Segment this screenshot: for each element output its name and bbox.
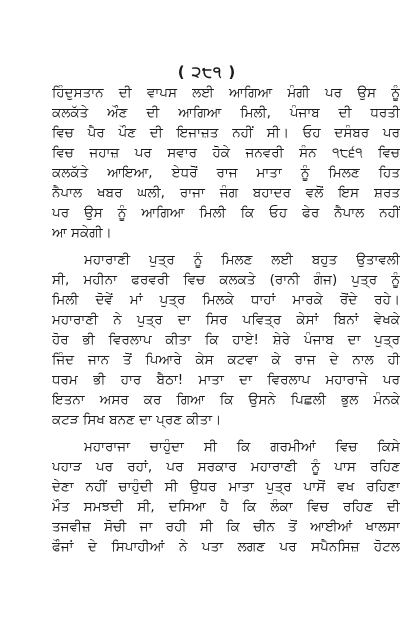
text-line: ਦੇਣਾ ਨਹੀਂ ਚਾਹੁੰਦੀ ਸੀ ਉਧਰ ਮਾਤਾ ਪੁਤ੍ਰ ਪਾਸੋਂ ਵਖ ਰਹਿਣਾ — [52, 479, 400, 495]
text-line: ਧਰਮ ਭੀ ਹਾਰ ਬੈਠਾ! ਮਾਤਾ ਦਾ ਵਿਰਲਾਪ ਮਹਾਰਾਜੇ ਪਰ — [52, 372, 400, 388]
text-line: ਇਤਨਾ ਅਸਰ ਕਰ ਗਿਆ ਕਿ ਉਸਨੇ ਪਿਛਲੀ ਭੁਲ ਮੰਨਕੇ — [52, 392, 400, 408]
text-line: ਫੌਜਾਂ ਦੇ ਸਿਪਾਹੀਆਂ ਨੇ ਪਤਾ ਲਗਣ ਪਰ ਸਪੈਨਸਿਜ਼ ਹੋਟਲ — [52, 539, 400, 555]
text-line: ਹੋਰ ਭੀ ਵਿਰਲਾਪ ਕੀਤਾ ਕਿ ਹਾਏ! ਸ਼ੇਰੇ ਪੰਜਾਬ ਦਾ ਪੁਤ੍ਰ — [52, 332, 400, 348]
text-line: ਜਿੰਦ ਜਾਨ ਤੋਂ ਪਿਆਰੇ ਕੇਸ ਕਟਵਾ ਕੇ ਰਾਜ ਦੇ ਨਾਲ ਹੀ — [52, 352, 400, 368]
body-text — [0, 83, 414, 640]
text-line: ਮਿਲੀ ਦੋਵੇਂ ਮਾਂ ਪੁਤ੍ਰ ਮਿਲਕੇ ਧਾਹਾਂ ਮਾਰਕੇ ਰੋਂਦੇ ਰਹੇ। — [52, 292, 400, 308]
text-line: ਮਹਾਰਾਣੀ ਨੇ ਪੁਤ੍ਰ ਦਾ ਸਿਰ ਪਵਿਤ੍ਰ ਕੇਸਾਂ ਬਿਨਾਂ ਵੇਖਕੇ — [52, 312, 400, 328]
text-line: ਮਹਾਰਾਜਾ ਚਾਹੁੰਦਾ ਸੀ ਕਿ ਗਰਮੀਆਂ ਵਿਚ ਕਿਸੇ — [84, 439, 400, 455]
text-line: ਕਟੜ ਸਿਖ ਬਨਣ ਦਾ ਪ੍ਰਣ ਕੀਤਾ। — [52, 412, 222, 428]
text-line: ਵਿਚ ਪੈਰ ਪੌਣ ਦੀ ਇਜਾਜ਼ਤ ਨਹੀਂ ਸੀ। ਓਹ ਦਸੰਬਰ ਪਰ — [52, 125, 400, 141]
text-line: ਕਲਕੱਤੇ ਔਣ ਦੀ ਆਗਿਆ ਮਿਲੀ, ਪੰਜਾਬ ਦੀ ਧਰਤੀ — [52, 105, 400, 121]
text-line: ਪਹਾੜ ਪਰ ਰਹਾਂ, ਪਰ ਸਰਕਾਰ ਮਹਾਰਾਣੀ ਨੂੰ ਪਾਸ ਰਹਿਣ — [52, 459, 400, 475]
text-line: ਆ ਸਕੇਗੀ। — [52, 225, 112, 241]
text-line: ਨੈਪਾਲ ਖਬਰ ਘਲੀ, ਰਾਜਾ ਜੰਗ ਬਹਾਦਰ ਵਲੋਂ ਇਸ ਸ਼ਰਤ — [52, 185, 400, 201]
text-line: ਵਿਚ ਜਹਾਜ਼ ਪਰ ਸਵਾਰ ਹੋਕੇ ਜਨਵਰੀ ਸੰਨ ੧੮੬੧ ਵਿਚ — [52, 145, 400, 161]
text-line: ਸੀ, ਮਹੀਨਾ ਫਰਵਰੀ ਵਿਚ ਕਲਕਤੇ (ਰਾਨੀ ਗੰਜ) ਪੁਤ੍ਰ ਨੂੰ — [52, 272, 400, 288]
text-line: ਹਿੰਦੁਸਤਾਨ ਦੀ ਵਾਪਸ ਲਈ ਆਗਿਆ ਮੰਗੀ ਪਰ ਉਸ ਨੂੰ — [52, 85, 400, 101]
text-line: ਮੌਤ ਸਮਝਦੀ ਸੀ, ਦਸਿਆ ਹੈ ਕਿ ਲੰਕਾ ਵਿਚ ਰਹਿਣ ਦੀ — [52, 499, 400, 515]
text-line: ਤਜਵੀਜ਼ ਸੋਚੀ ਜਾ ਰਹੀ ਸੀ ਕਿ ਚੀਨ ਤੋਂ ਆਈਆਂ ਖਾਲਸਾ — [52, 519, 400, 535]
text-line: ਮਹਾਰਾਣੀ ਪੁਤ੍ਰ ਨੂੰ ਮਿਲਣ ਲਈ ਬਹੁਤ ਉਤਾਵਲੀ — [84, 252, 400, 268]
page-number: ( ੨੮੧ ) — [177, 63, 237, 81]
text-line: ਕਲਕੱਤੇ ਆਇਆ, ਏਧਰੋਂ ਰਾਜ ਮਾਤਾ ਨੂੰ ਮਿਲਣ ਹਿਤ — [52, 165, 400, 181]
text-line: ਪਰ ਉਸ ਨੂੰ ਆਗਿਆ ਮਿਲੀ ਕਿ ਓਹ ਫੇਰ ਨੈਪਾਲ ਨਹੀਂ — [52, 205, 400, 221]
